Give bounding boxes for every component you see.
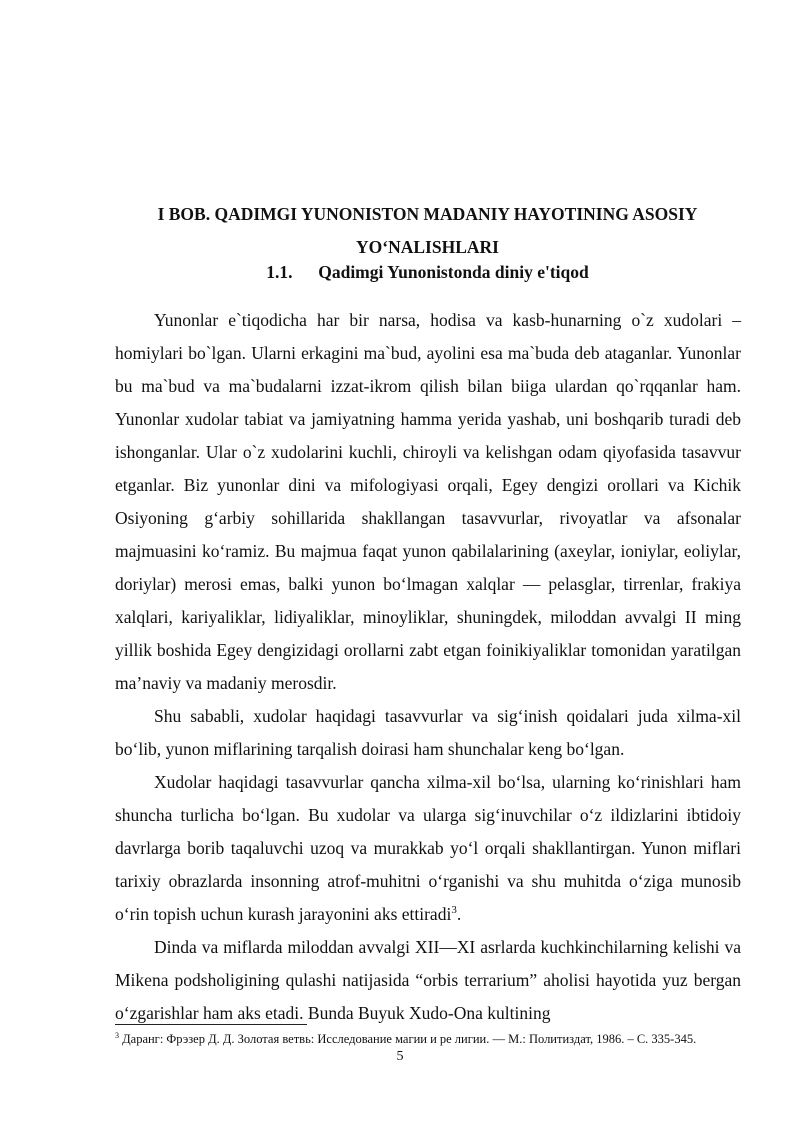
section-title: Qadimgi Yunonistonda diniy e'tiqod (318, 262, 589, 282)
paragraph-3-end: . (456, 904, 462, 924)
paragraph-2: Shu sababli, xudolar haqidagi tasavvurlar va sig‘inish qoidalari juda xilma-xil bo‘lib, yunon miflarining tarqalish doirasi ham shunchalar keng bo‘lgan. (115, 706, 741, 759)
footnote (115, 1031, 741, 1047)
footnote-text: Даранг: Фрэзер Д. Д. Золотая ветвь: Исследование магии и ре лигии. — М.: Политиздат, 1986. – С. 335-345. (119, 1032, 697, 1046)
footnote-marker: 3 (115, 1030, 119, 1040)
paragraph-3 (115, 766, 741, 931)
chapter-title (115, 198, 740, 264)
paragraph-3-text: Xudolar haqidagi tasavvurlar qancha xilma-xil bo‘lsa, ularning ko‘rinishlari ham shuncha turlicha bo‘lgan. Bu xudolar va ularga sig‘inuvchilar o‘z ildizlarini ibtidoiy davrlarga borib taqaluvchi uzoq va murakkab yo‘l orqali shakllantirgan. Yunon miflari tarixiy obrazlarda insonning atrof-muhitni o‘rganishi va shu muhitda o‘ziga munosib o‘rin topish uchun kurash jarayonini aks ettiradi (115, 772, 741, 924)
body-text (115, 304, 741, 1030)
footnote-divider (115, 1024, 307, 1025)
footnote-reference[interactable]: 3 (451, 904, 457, 917)
chapter-title-line-1: I BOB. QADIMGI YUNONISTON MADANIY HAYOTINING ASOSIY (157, 204, 698, 224)
page-number: 5 (396, 1049, 404, 1064)
paragraph-4: Dinda va miflarda miloddan avvalgi XII—XI asrlarda kuchkinchilarning kelishi va Mikena podsholigining qulashi natijasida “orbis terrarium” aholisi hayotida yuz bergan o‘zgarishlar ham aks etadi. Bunda Buyuk Xudo-Ona kultining (115, 937, 741, 1023)
section-heading (115, 258, 740, 286)
section-number: 1.1. (266, 262, 293, 282)
paragraph-1: Yunonlar e`tiqodicha har bir narsa, hodisa va kasb-hunarning o`z xudolari – homiylari bo`lgan. Ularni erkagini ma`bud, ayolini esa ma`buda deb ataganlar. Yunonlar bu ma`bud va ma`budalarni izzat-ikrom qilish bilan biiga ulardan qo`rqqanlar ham. Yunonlar xudolar tabiat va jamiyatning hamma yerida yashab, uni boshqarib turadi deb ishonganlar. Ular o`z xudolarini kuchli, chiroyli va kelishgan odam qiyofasida tasavvur etganlar. Biz yunonlar dini va mifologiyasi orqali, Egey dengizi orollari va Kichik Osiyoning g‘arbiy sohillarida shakllangan tasavvurlar, rivoyatlar va afsonalar majmuasini ko‘ramiz. Bu majmua faqat yunon qabilalarining (axeylar, ioniylar, eoliylar, doriylar) merosi emas, balki yunon bo‘lmagan xalqlar — pelasglar, tirrenlar, frakiya xalqlari, kariyaliklar, lidiyaliklar, minoyliklar, shuningdek, miloddan avvalgi II ming yillik boshida Egey dengizidagi orollarni zabt etgan foinikiyaliklar tomonidan yaratilgan ma’naviy va madaniy merosdir. (115, 310, 741, 693)
chapter-title-line-2: YO‘NALISHLARI (356, 237, 499, 257)
